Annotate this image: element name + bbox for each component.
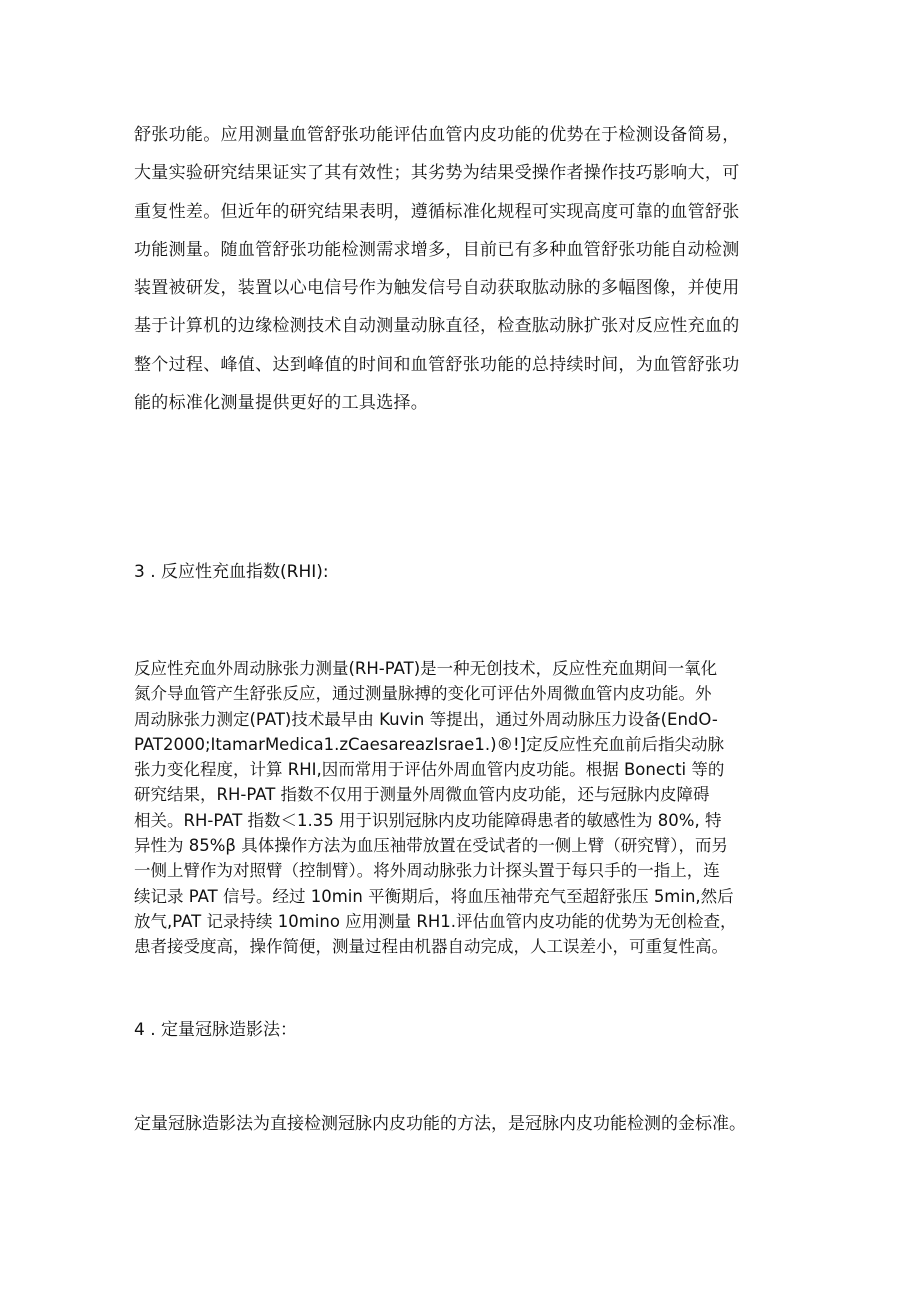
- text-line: 一侧上臂作为对照臂（控制臂）。将外周动脉张力计探头置于每只手的一指上，连: [134, 861, 720, 881]
- text-line: 整个过程、峰值、达到峰值的时间和血管舒张功能的总持续时间，为血管舒张功: [134, 354, 740, 375]
- text-line: 张力变化程度，计算 RHI,因而常用于评估外周血管内皮功能。根据 Bonecti 等的: [134, 760, 725, 780]
- text-line: 舒张功能。应用测量血管舒张功能评估血管内皮功能的优势在于检测设备简易，: [134, 125, 740, 145]
- text-line: 重复性差。但近年的研究结果表明，遵循标准化规程可实现高度可靠的血管舒张: [134, 201, 740, 222]
- text-line: 反应性充血外周动脉张力测量(RH-PAT)是一种无创技术，反应性充血期间一氧化: [134, 659, 718, 678]
- text-line: 功能测量。随血管舒张功能检测需求增多，目前已有多种血管舒张功能自动检测: [134, 239, 740, 260]
- text-line: 大量实验研究结果证实了其有效性；其劣势为结果受操作者操作技巧影响大，可: [134, 163, 740, 184]
- section-heading-qca: 4 . 定量冠脉造影法：: [134, 1020, 298, 1040]
- section-heading-rhi: 3 . 反应性充血指数(RHI):: [134, 562, 329, 582]
- text-line: 装置被研发，装置以心电信号作为触发信号自动获取肱动脉的多幅图像，并使用: [134, 278, 740, 299]
- text-line: 患者接受度高，操作简便，测量过程由机器自动完成，人工误差小，可重复性高。: [134, 937, 728, 957]
- text-line: PAT2000;ItamarMedica1.zCaesareazIsrae1.)®!]定反应性充血前后指尖动脉: [134, 734, 725, 754]
- text-line: 氮介导血管产生舒张反应，通过测量脉搏的变化可评估外周微血管内皮功能。外: [134, 684, 712, 704]
- text-line: 相关。RH-PAT 指数＜1.35 用于识别冠脉内皮功能障碍患者的敏感性为 80%, 特: [134, 810, 722, 830]
- text-line: 周动脉张力测定(PAT)技术最早由 Kuvin 等提出，通过外周动脉压力设备(EndO-: [134, 709, 718, 729]
- text-line: 放气,PAT 记录持续 10mino 应用测量 RH1.评估血管内皮功能的优势为无创检查，: [134, 911, 737, 931]
- paragraph-vasodilation-summary: [134, 116, 794, 422]
- paragraph-rh-pat: [134, 656, 804, 960]
- paragraph-qca: 定量冠脉造影法为直接检测冠脉内皮功能的方法，是冠脉内皮功能检测的金标准。: [134, 1114, 746, 1134]
- text-line: 能的标准化测量提供更好的工具选择。: [134, 393, 429, 414]
- text-line: 基于计算机的边缘检测技术自动测量动脉直径，检查肱动脉扩张对反应性充血的: [134, 316, 740, 337]
- text-line: 异性为 85%β 具体操作方法为血压袖带放置在受试者的一侧上臂（研究臂），而另: [134, 836, 728, 856]
- text-line: 续记录 PAT 信号。经过 10min 平衡期后，将血压袖带充气至超舒张压 5min,然后: [134, 886, 734, 906]
- text-line: 研究结果，RH-PAT 指数不仅用于测量外周微血管内皮功能，还与冠脉内皮障碍: [134, 785, 710, 805]
